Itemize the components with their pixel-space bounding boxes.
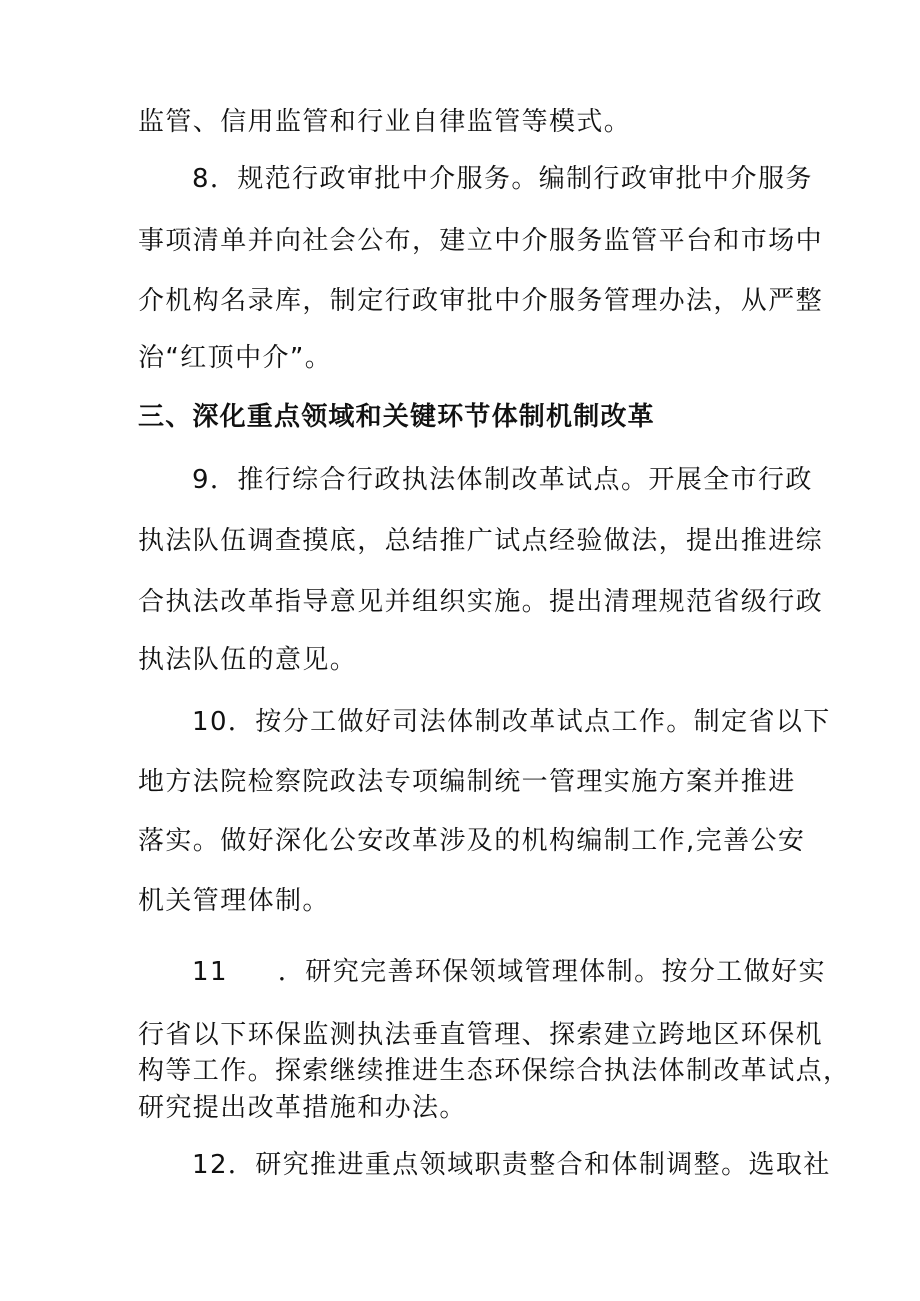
item-11-line-4: 研究提出改革措施和办法。	[138, 1093, 467, 1123]
item-11-number: 11	[192, 957, 228, 987]
item-9-line-2: 执法队伍调查摸底，总结推广试点经验做法，提出推进综	[138, 526, 824, 556]
item-8-line-2: 事项清单并向社会公布，建立中介服务监管平台和市场中	[138, 226, 824, 256]
item-12-line-1: 12．研究推进重点领域职责整合和体制调整。选取社	[192, 1150, 831, 1180]
section-3-heading: 三、深化重点领域和关键环节体制机制改革	[138, 402, 655, 432]
item-9-line-4: 执法队伍的意见。	[138, 645, 358, 675]
item-8-line-3: 介机构名录库，制定行政审批中介服务管理办法，从严整	[138, 286, 824, 316]
item-10-line-3: 落实。做好深化公安改革涉及的机构编制工作,完善公安	[138, 826, 806, 856]
item-9-line-3: 合执法改革指导意见并组织实施。提出清理规范省级行政	[138, 587, 824, 617]
item-10-line-1: 10．按分工做好司法体制改革试点工作。制定省以下	[192, 707, 831, 737]
paragraph-7-line-end: 监管、信用监管和行业自律监管等模式。	[138, 107, 632, 137]
item-8-line-1: 8．规范行政审批中介服务。编制行政审批中介服务	[192, 164, 813, 194]
item-10-line-2: 地方法院检察院政法专项编制统一管理实施方案并推进	[138, 767, 796, 797]
item-11-line-2: 行省以下环保监测执法垂直管理、探索建立跨地区环保机	[138, 1020, 824, 1050]
item-11-line-1	[192, 957, 826, 987]
item-11-title: ．研究完善环保领域管理体制。按分工做好实	[277, 957, 826, 987]
item-10-line-4: 机关管理体制。	[138, 886, 330, 916]
item-9-line-1: 9．推行综合行政执法体制改革试点。开展全市行政	[192, 465, 813, 495]
item-8-line-4: 治“红顶中介”。	[138, 343, 333, 373]
item-11-line-3: 构等工作。探索继续推进生态环保综合执法体制改革试点，	[138, 1056, 851, 1086]
